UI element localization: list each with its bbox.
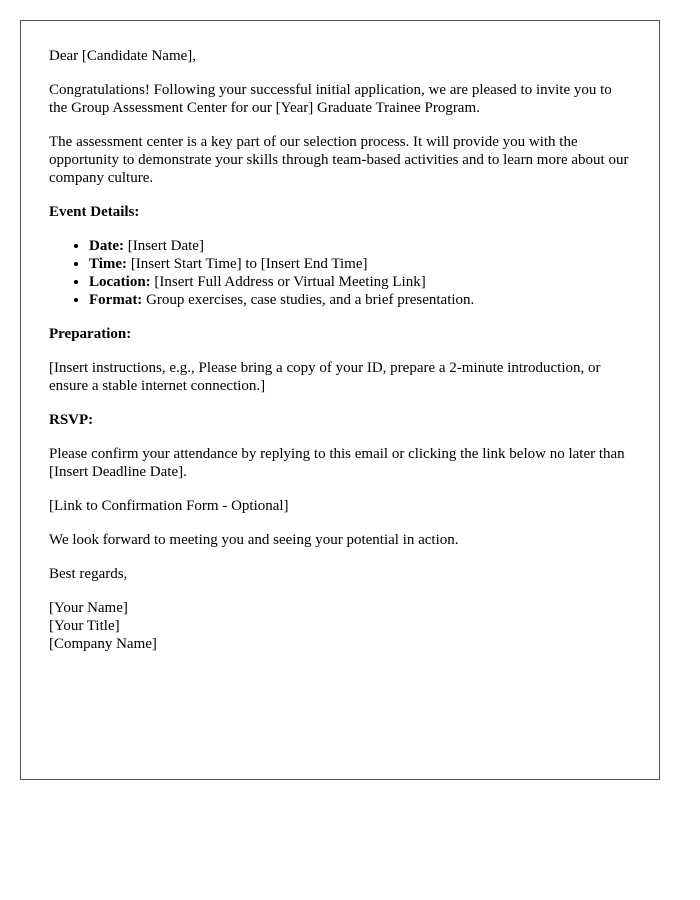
signature-company: [Company Name] [49,636,157,652]
detail-label: Time: [89,256,128,272]
detail-label: Format: [89,292,143,308]
rsvp-text: Please confirm your attendance by replying to this email or clicking the link below no later than [Insert Deadline Date]. [49,446,625,480]
detail-value: [Insert Full Address or Virtual Meeting Link] [150,274,426,290]
detail-date [89,237,631,255]
detail-label: Date: [89,238,124,254]
preparation-text: [Insert instructions, e.g., Please bring a copy of your ID, prepare a 2-minute introduction, or ensure a stable internet connection.] [49,360,601,394]
closing-line: We look forward to meeting you and seeing your potential in action. [49,532,459,548]
detail-value: Group exercises, case studies, and a brief presentation. [142,292,475,308]
purpose-paragraph: The assessment center is a key part of our selection process. It will provide you with the opportunity to demonstrate your skills through team-based activities and to learn more about our company culture. [49,134,629,186]
event-details-list [49,237,631,309]
detail-format [89,291,631,309]
preparation-heading: Preparation: [49,326,132,342]
letter-document [20,20,660,780]
detail-label: Location: [89,274,151,290]
event-details-heading: Event Details: [49,204,140,220]
detail-value: [Insert Start Time] to [Insert End Time] [127,256,368,272]
sign-off: Best regards, [49,566,128,582]
signature-title: [Your Title] [49,618,120,634]
rsvp-heading: RSVP: [49,412,94,428]
detail-value: [Insert Date] [123,238,204,254]
intro-paragraph: Congratulations! Following your successful initial application, we are pleased to invite you to the Group Assessment Center for our [Year] Graduate Trainee Program. [49,82,612,116]
detail-location [89,273,631,291]
greeting: Dear [Candidate Name], [49,48,197,64]
signature-block [49,599,631,653]
confirmation-form-link[interactable]: [Link to Confirmation Form - Optional] [49,498,289,514]
signature-name: [Your Name] [49,600,128,616]
detail-time [89,255,631,273]
